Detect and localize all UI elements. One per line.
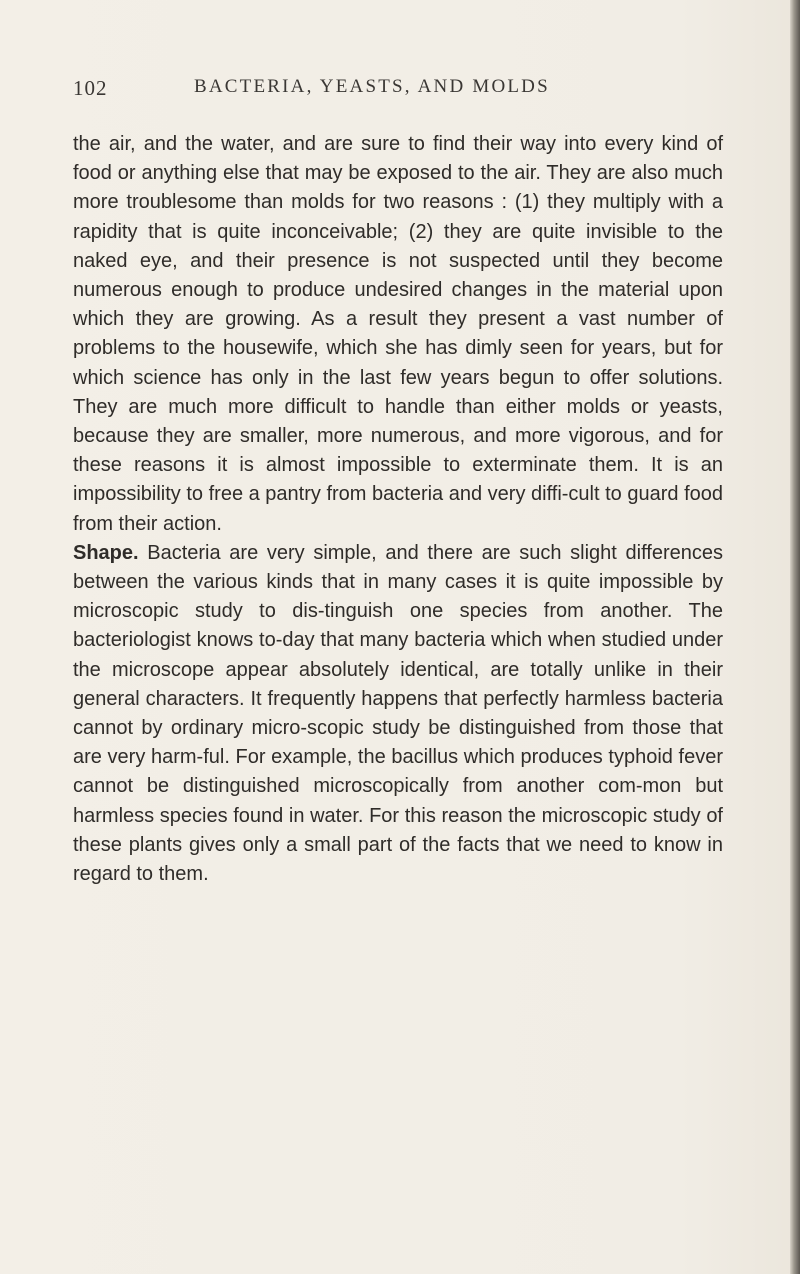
running-title: BACTERIA, YEASTS, AND MOLDS <box>194 76 550 97</box>
section-label-shape: Shape. <box>73 541 139 564</box>
paragraph-continued <box>73 130 723 539</box>
paragraph-text: the air, and the water, and are sure to find their way into every kind of food or anything else that may be exposed to the air. They are also much more troublesome than molds for two reasons : (1) they multiply with a rapidity that is quite inconceivable; (2) they are quite invisible to the naked eye, and their presence is not suspected until they become numerous enough to produce undesired changes in the material upon which they are growing. As a result they present a vast number of problems to the housewife, which she has dimly seen for years, but for which science has only in the last few years begun to offer solutions. They are much more difficult to handle than either molds or yeasts, because they are smaller, more numerous, and more vigorous, and for these reasons it is almost impossible to exterminate them. It is an impossibility to free a pantry from bacteria and very diffi-cult to guard food from their action. <box>73 133 723 535</box>
paragraph-shape <box>73 539 723 889</box>
body-text <box>73 130 723 889</box>
running-head <box>73 76 693 106</box>
page-number: 102 <box>73 76 108 100</box>
paragraph-text: Bacteria are very simple, and there are such slight differences between the various kinds that in many cases it is quite impossible by microscopic study to dis-tinguish one species from another. The bacteriologist knows to-day that many bacteria which when studied under the microscope appear absolutely identical, are totally unlike in their general characters. It frequently happens that perfectly harmless bacteria cannot by ordinary micro-scopic study be distinguished from those that are very harm-ful. For example, the bacillus which produces typhoid fever cannot be distinguished microscopically from another com-mon but harmless species found in water. For this reason the microscopic study of these plants gives only a small part of the facts that we need to know in regard to them. <box>73 541 723 886</box>
page-edge-shadow <box>790 0 800 1274</box>
